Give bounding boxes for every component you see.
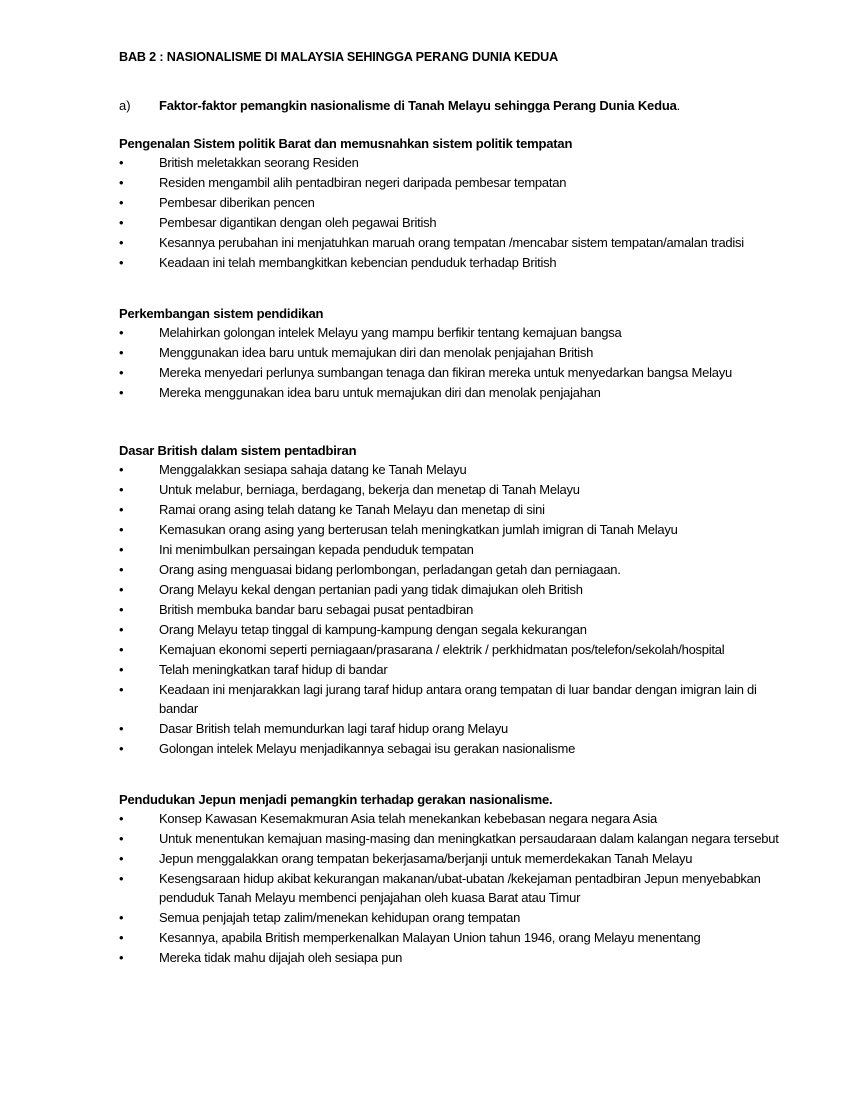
list-item	[119, 601, 779, 620]
list-item-text: Golongan intelek Melayu menjadikannya sebagai isu gerakan nasionalisme	[159, 740, 576, 756]
bullet-icon: •	[119, 522, 124, 537]
list-item-text: Kemajuan ekonomi seperti perniagaan/prasarana / elektrik / perkhidmatan pos/telefon/sekolah/hospital	[159, 642, 725, 657]
bullet-icon: •	[119, 582, 124, 597]
list-item	[119, 810, 779, 829]
list-item-text: Semua penjajah tetap zalim/menekan kehidupan orang tempatan	[159, 909, 521, 925]
bullet-icon: •	[119, 235, 124, 250]
list-item	[119, 481, 779, 500]
list-item-text: Orang Melayu tetap tinggal di kampung-kampung dengan segala kekurangan	[159, 622, 587, 637]
list-item-text: Mereka tidak mahu dijajah oleh sesiapa pun	[159, 949, 403, 965]
list-item	[119, 324, 779, 343]
list-item-text: Mereka menggunakan idea baru untuk memajukan diri dan menolak penjajahan	[159, 385, 601, 400]
list-item	[119, 850, 779, 869]
list-item	[119, 949, 779, 968]
list-item	[119, 581, 779, 600]
list-item-text: Jepun menggalakkan orang tempatan bekerjasama/berjanji untuk memerdekakan Tanah Melayu	[159, 851, 693, 866]
list-item	[119, 344, 779, 363]
bullet-icon: •	[119, 482, 124, 497]
bullet-icon: •	[119, 929, 124, 945]
bullet-icon: •	[119, 155, 124, 170]
list-item	[119, 254, 779, 273]
section-politik	[119, 135, 779, 274]
list-item-text: Kemasukan orang asing yang berterusan telah meningkatkan jumlah imigran di Tanah Melayu	[159, 522, 678, 537]
list-item-text: Kesengsaraan hidup akibat kekurangan makanan/ubat-ubatan /kekejaman pentadbiran Jepun menyebabkan penduduk Tanah Melayu membenci penjajahan oleh kuasa Barat atau Timur	[159, 871, 761, 905]
bullet-icon: •	[119, 831, 124, 846]
bullet-icon: •	[119, 682, 124, 697]
list-item	[119, 909, 779, 928]
list-item-text: Keadaan ini menjarakkan lagi jurang taraf hidup antara orang tempatan di luar bandar dengan imigran lain di bandar	[159, 682, 757, 716]
list-item-text: Pembesar diberikan pencen	[159, 195, 315, 210]
bullet-icon: •	[119, 662, 124, 677]
bullet-icon: •	[119, 909, 124, 925]
list-item-text: Mereka menyedari perlunya sumbangan tenaga dan fikiran mereka untuk menyedarkan bangsa Melayu	[159, 365, 732, 380]
list-item-text: Pembesar digantikan dengan oleh pegawai British	[159, 215, 437, 230]
question-line	[119, 98, 680, 113]
list-item	[119, 234, 779, 253]
list-item	[119, 830, 779, 849]
list-item-text: Dasar British telah memundurkan lagi taraf hidup orang Melayu	[159, 720, 508, 736]
list-item-text: Kesannya, apabila British memperkenalkan Malayan Union tahun 1946, orang Melayu menentang	[159, 929, 701, 945]
list-item	[119, 154, 779, 173]
list-item	[119, 870, 779, 907]
bullet-list	[119, 324, 779, 403]
list-item	[119, 681, 779, 718]
section-pentadbiran	[119, 442, 779, 760]
bullet-icon: •	[119, 602, 124, 617]
bullet-list	[119, 810, 779, 967]
list-item-text: British meletakkan seorang Residen	[159, 155, 359, 170]
list-item-text: Konsep Kawasan Kesemakmuran Asia telah menekankan kebebasan negara negara Asia	[159, 811, 657, 826]
list-item	[119, 641, 779, 660]
question-suffix: .	[676, 98, 681, 113]
bullet-icon: •	[119, 740, 124, 756]
list-item	[119, 621, 779, 640]
list-item	[119, 194, 779, 213]
list-item-text: Menggunakan idea baru untuk memajukan diri dan menolak penjajahan British	[159, 345, 594, 360]
bullet-icon: •	[119, 365, 124, 380]
section-heading: Pendudukan Jepun menjadi pemangkin terhadap gerakan nasionalisme.	[119, 792, 553, 807]
bullet-icon: •	[119, 462, 124, 477]
bullet-icon: •	[119, 542, 124, 557]
bullet-icon: •	[119, 622, 124, 637]
list-item	[119, 174, 779, 193]
list-item-text: Orang Melayu kekal dengan pertanian padi yang tidak dimajukan oleh British	[159, 582, 583, 597]
list-item-text: Melahirkan golongan intelek Melayu yang mampu berfikir tentang kemajuan bangsa	[159, 325, 622, 340]
bullet-icon: •	[119, 562, 124, 577]
bullet-icon: •	[119, 215, 124, 230]
section-heading: Perkembangan sistem pendidikan	[119, 306, 324, 321]
bullet-icon: •	[119, 949, 124, 965]
bullet-list	[119, 154, 779, 273]
bullet-icon: •	[119, 255, 124, 270]
question-text: Faktor-faktor pemangkin nasionalisme di Tanah Melayu sehingga Perang Dunia Kedua	[159, 98, 677, 113]
list-item-text: Keadaan ini telah membangkitkan kebencian penduduk terhadap British	[159, 255, 557, 270]
list-item	[119, 541, 779, 560]
list-item-text: Untuk menentukan kemajuan masing-masing dan meningkatkan persaudaraan dalam kalangan negara tersebut	[159, 831, 779, 846]
bullet-icon: •	[119, 851, 124, 866]
list-item	[119, 521, 779, 540]
bullet-icon: •	[119, 345, 124, 360]
bullet-icon: •	[119, 195, 124, 210]
list-item-text: Residen mengambil alih pentadbiran negeri daripada pembesar tempatan	[159, 175, 567, 190]
chapter-title: BAB 2 : NASIONALISME DI MALAYSIA SEHINGGA PERANG DUNIA KEDUA	[119, 50, 559, 64]
section-heading: Pengenalan Sistem politik Barat dan memusnahkan sistem politik tempatan	[119, 136, 573, 151]
section-pendidikan	[119, 305, 779, 404]
list-item	[119, 501, 779, 520]
list-item	[119, 384, 779, 403]
list-item	[119, 661, 779, 680]
bullet-icon: •	[119, 642, 124, 657]
list-item-text: Ramai orang asing telah datang ke Tanah Melayu dan menetap di sini	[159, 502, 545, 517]
bullet-icon: •	[119, 871, 124, 886]
bullet-list	[119, 461, 779, 758]
bullet-icon: •	[119, 175, 124, 190]
section-jepun	[119, 791, 779, 969]
list-item-text: Ini menimbulkan persaingan kepada penduduk tempatan	[159, 542, 474, 557]
list-item	[119, 561, 779, 580]
bullet-icon: •	[119, 325, 124, 340]
list-item	[119, 364, 779, 383]
bullet-icon: •	[119, 385, 124, 400]
question-label: a)	[119, 98, 131, 113]
list-item-text: Telah meningkatkan taraf hidup di bandar	[159, 662, 388, 677]
list-item-text: Menggalakkan sesiapa sahaja datang ke Tanah Melayu	[159, 462, 467, 477]
list-item	[119, 929, 779, 948]
bullet-icon: •	[119, 811, 124, 826]
bullet-icon: •	[119, 502, 124, 517]
list-item-text: Orang asing menguasai bidang perlombongan, perladangan getah dan perniagaan.	[159, 562, 621, 577]
section-heading: Dasar British dalam sistem pentadbiran	[119, 443, 357, 458]
list-item	[119, 740, 779, 759]
list-item	[119, 461, 779, 480]
list-item-text: Kesannya perubahan ini menjatuhkan maruah orang tempatan /mencabar sistem tempatan/amalan tradisi	[159, 235, 744, 250]
list-item	[119, 720, 779, 739]
list-item-text: British membuka bandar baru sebagai pusat pentadbiran	[159, 602, 474, 617]
list-item-text: Untuk melabur, berniaga, berdagang, bekerja dan menetap di Tanah Melayu	[159, 482, 580, 497]
bullet-icon: •	[119, 720, 124, 736]
list-item	[119, 214, 779, 233]
